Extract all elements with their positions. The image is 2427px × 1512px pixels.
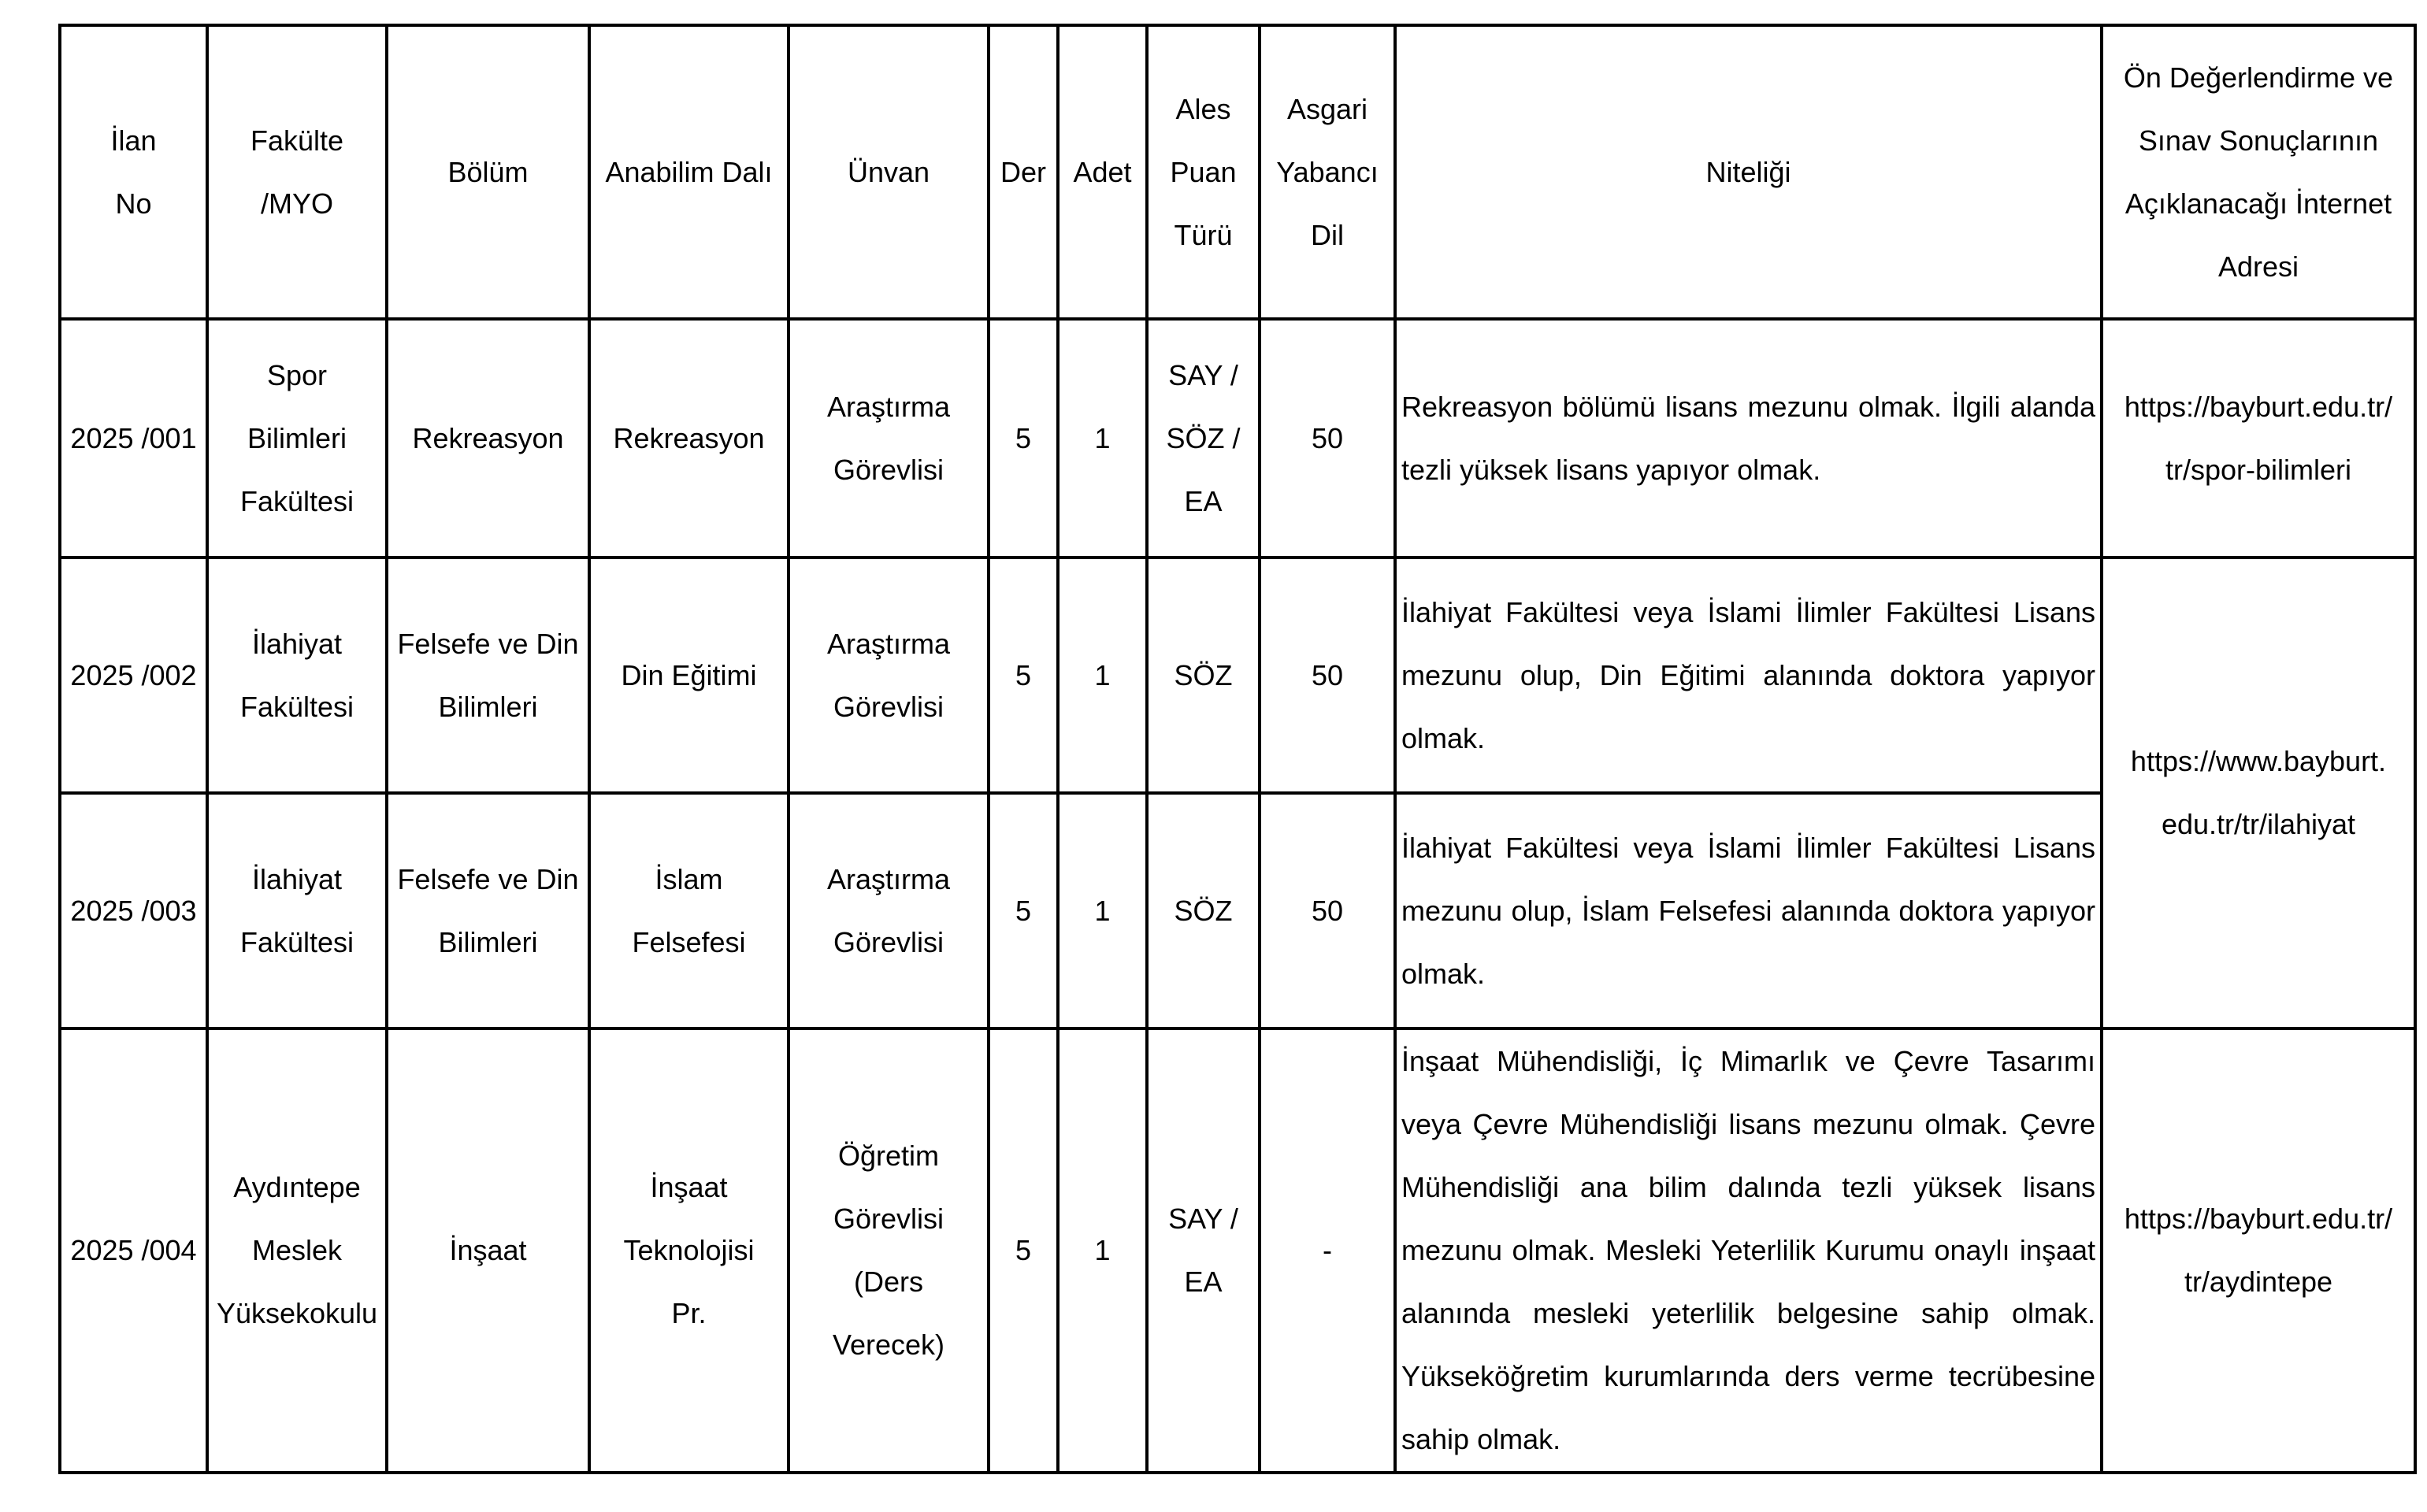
table-row xyxy=(60,793,2415,1028)
cell-asgari-yabanci-dil: 50 xyxy=(1260,558,1395,793)
cell-der: 5 xyxy=(989,793,1058,1028)
header-ales-puan-turu: Ales Puan Türü xyxy=(1147,25,1260,319)
cell-ales-puan-turu: SÖZ xyxy=(1147,558,1260,793)
cell-asgari-yabanci-dil: - xyxy=(1260,1028,1395,1473)
cell-der: 5 xyxy=(989,558,1058,793)
header-ilan-no: İlan No xyxy=(60,25,207,319)
cell-der: 5 xyxy=(989,319,1058,558)
header-unvan: Ünvan xyxy=(789,25,989,319)
header-row xyxy=(60,25,2415,319)
cell-asgari-yabanci-dil: 50 xyxy=(1260,319,1395,558)
cell-ilan-no: 2025 /004 xyxy=(60,1028,207,1473)
cell-ales-puan-turu: SAY / SÖZ / EA xyxy=(1147,319,1260,558)
cell-adet: 1 xyxy=(1058,793,1147,1028)
cell-adet: 1 xyxy=(1058,319,1147,558)
cell-anabilim-dali: İnşaat Teknolojisi Pr. xyxy=(589,1028,789,1473)
header-der: Der xyxy=(989,25,1058,319)
cell-fakulte: İlahiyat Fakültesi xyxy=(207,558,387,793)
header-niteligi: Niteliği xyxy=(1395,25,2102,319)
cell-anabilim-dali: Din Eğitimi xyxy=(589,558,789,793)
cell-niteligi: İnşaat Mühendisliği, İç Mimarlık ve Çevre Tasarımı veya Çevre Mühendisliği lisans mezunu olmak. Çevre Mühendisliği ana bilim dalında tezli yüksek lisans mezunu olmak. Mesleki Yeterlilik Kurumu onaylı inşaat alanında mesleki yeterlilik belgesine sahip olmak. Yükseköğretim kurumlarında ders verme tecrübesine sahip olmak. xyxy=(1395,1028,2102,1473)
cell-fakulte: Aydıntepe Meslek Yüksekokulu xyxy=(207,1028,387,1473)
header-fakulte: Fakülte /MYO xyxy=(207,25,387,319)
table-row xyxy=(60,319,2415,558)
cell-niteligi: İlahiyat Fakültesi veya İslami İlimler Fakültesi Lisans mezunu olup, Din Eğitimi alanında doktora yapıyor olmak. xyxy=(1395,558,2102,793)
cell-bolum: Felsefe ve Din Bilimleri xyxy=(387,793,589,1028)
cell-internet-adresi[interactable]: https://www.bayburt. edu.tr/tr/ilahiyat xyxy=(2102,558,2415,1028)
cell-fakulte: İlahiyat Fakültesi xyxy=(207,793,387,1028)
cell-unvan: Araştırma Görevlisi xyxy=(789,793,989,1028)
table-row xyxy=(60,558,2415,793)
cell-internet-adresi[interactable]: https://bayburt.edu.tr/ tr/aydintepe xyxy=(2102,1028,2415,1473)
cell-internet-adresi[interactable]: https://bayburt.edu.tr/ tr/spor-bilimleri xyxy=(2102,319,2415,558)
cell-asgari-yabanci-dil: 50 xyxy=(1260,793,1395,1028)
cell-niteligi: İlahiyat Fakültesi veya İslami İlimler Fakültesi Lisans mezunu olup, İslam Felsefesi alanında doktora yapıyor olmak. xyxy=(1395,793,2102,1028)
table-row xyxy=(60,1028,2415,1473)
cell-ales-puan-turu: SAY / EA xyxy=(1147,1028,1260,1473)
cell-anabilim-dali: Rekreasyon xyxy=(589,319,789,558)
cell-ilan-no: 2025 /003 xyxy=(60,793,207,1028)
cell-unvan: Araştırma Görevlisi xyxy=(789,558,989,793)
cell-unvan: Öğretim Görevlisi (Ders Verecek) xyxy=(789,1028,989,1473)
cell-ilan-no: 2025 /001 xyxy=(60,319,207,558)
cell-anabilim-dali: İslam Felsefesi xyxy=(589,793,789,1028)
cell-adet: 1 xyxy=(1058,1028,1147,1473)
cell-fakulte: Spor Bilimleri Fakültesi xyxy=(207,319,387,558)
cell-der: 5 xyxy=(989,1028,1058,1473)
cell-adet: 1 xyxy=(1058,558,1147,793)
cell-bolum: Felsefe ve Din Bilimleri xyxy=(387,558,589,793)
header-anabilim-dali: Anabilim Dalı xyxy=(589,25,789,319)
header-bolum: Bölüm xyxy=(387,25,589,319)
header-internet-adresi: Ön Değerlendirme ve Sınav Sonuçlarının Açıklanacağı İnternet Adresi xyxy=(2102,25,2415,319)
cell-niteligi: Rekreasyon bölümü lisans mezunu olmak. İlgili alanda tezli yüksek lisans yapıyor olmak. xyxy=(1395,319,2102,558)
header-asgari-yabanci-dil: Asgari Yabancı Dil xyxy=(1260,25,1395,319)
cell-ales-puan-turu: SÖZ xyxy=(1147,793,1260,1028)
cell-bolum: Rekreasyon xyxy=(387,319,589,558)
cell-bolum: İnşaat xyxy=(387,1028,589,1473)
cell-unvan: Araştırma Görevlisi xyxy=(789,319,989,558)
announcements-table xyxy=(58,24,2417,1474)
cell-ilan-no: 2025 /002 xyxy=(60,558,207,793)
header-adet: Adet xyxy=(1058,25,1147,319)
